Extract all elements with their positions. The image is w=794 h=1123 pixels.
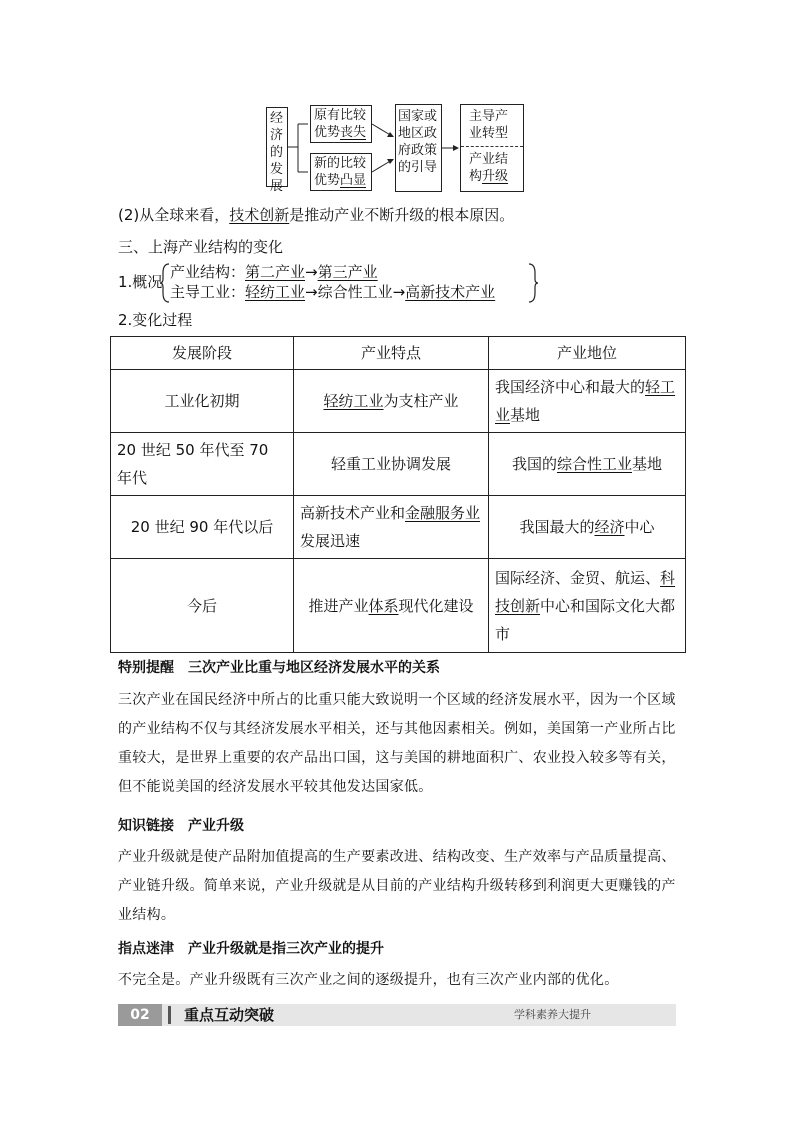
overview-row2 — [170, 281, 495, 303]
cell-stage: 20 世纪 90 年代以后 — [111, 496, 294, 559]
r4-feat-b: 现代化建设 — [398, 596, 474, 615]
r4-feat-a: 推进产业 — [308, 596, 369, 615]
left-label: 经济的发展 — [270, 111, 284, 194]
tip2-body: 产业升级就是使产品附加值提高的生产要素改进、结构改变、生产效率与产品质量提高、产业链升级。简单来说，产业升级就是从目前的产业结构升级转移到利润更大更赚钱的产业结构。 — [118, 849, 676, 923]
tip3-title: 指点迷津 产业升级就是指三次产业的提升 — [118, 941, 384, 957]
r3-feat-a: 高新技术产业和 — [300, 504, 406, 522]
overview-label: 1.概况 — [118, 273, 163, 291]
r3-pos-b: 中心 — [624, 518, 655, 536]
table-row — [111, 433, 686, 496]
row1-a: 第二产业 — [245, 263, 306, 281]
r1-pos-a: 我国经济中心和最大的 — [495, 378, 646, 396]
overview-row1 — [170, 261, 378, 283]
r4-pos-u: 科技创新 — [495, 568, 676, 615]
cell-stage: 今后 — [111, 559, 294, 653]
table-row — [111, 496, 686, 559]
th-position: 产业地位 — [489, 337, 686, 370]
section-divider — [168, 1006, 171, 1024]
left-brace-icon — [160, 263, 170, 303]
cell-position — [489, 370, 686, 433]
right-top: 主导产业转型 — [469, 109, 509, 141]
section-title: 重点互动突破 — [184, 1006, 275, 1024]
table-row — [111, 370, 686, 433]
section-bar — [118, 1004, 676, 1026]
process-title: 2.变化过程 — [118, 311, 193, 329]
r3-pos-u: 经济 — [594, 518, 625, 536]
r3-pos-a: 我国最大的 — [519, 518, 595, 536]
box2-prefix: 新的比较优势 — [314, 156, 367, 188]
tip2-title: 知识链接 产业升级 — [118, 818, 244, 834]
r4-pos-a: 国际经济、金贸、航运、 — [495, 568, 661, 587]
tip1-body: 三次产业在国民经济中所占的比重只能大致说明一个区域的经济发展水平，因为一个区域的产业结构不仅与其经济发展水平相关，还与其他因素相关。例如，美国第一产业所占比重较大，是世界上重要的农产品出口国，这与美国的耕地面积广、农业投入较多等有关，但不能说美国的经济发展水平较其他发达国家低。 — [118, 692, 676, 795]
th-stage: 发展阶段 — [111, 337, 294, 370]
th-feature: 产业特点 — [294, 337, 489, 370]
section-subtitle: 学科素养大提升 — [514, 1008, 591, 1021]
row2-a: 轻纺工业 — [245, 283, 306, 301]
change-table — [110, 336, 686, 653]
cell-position — [489, 433, 686, 496]
right-bottom-u: 升级 — [482, 169, 509, 184]
row1-prefix: 产业结构： — [170, 263, 246, 281]
row1-arrow: → — [305, 263, 318, 281]
r2-pos-a: 我国的 — [511, 455, 557, 473]
r1-feat-u: 轻纺工业 — [323, 392, 384, 410]
section-number: 02 — [118, 1004, 162, 1026]
cell-feature — [294, 559, 489, 653]
r4-pos-b: 中心和国际文化大都市 — [495, 596, 676, 643]
box2-u: 凸显 — [340, 173, 367, 188]
cell-feature — [294, 370, 489, 433]
row2-arrow: →综合性工业→ — [305, 283, 406, 301]
right-bottom-prefix: 产业结构 — [469, 152, 509, 184]
r3-feat-u: 金融服务业 — [405, 504, 481, 522]
r2-pos-u: 综合性工业 — [556, 455, 632, 473]
cell-stage: 20 世纪 50 年代至 70 年代 — [111, 433, 294, 496]
r4-feat-u: 体系 — [368, 596, 399, 615]
global-line — [118, 204, 514, 226]
table-header-row — [111, 337, 686, 370]
box1-prefix: 原有比较优势 — [314, 108, 367, 140]
diagram-arrows — [0, 0, 794, 200]
middle-text: 国家或地区政府政策的引导 — [398, 109, 438, 175]
cell-feature: 轻重工业协调发展 — [294, 433, 489, 496]
r1-pos-b: 基地 — [510, 406, 541, 424]
r3-feat-b: 发展迅速 — [300, 532, 361, 550]
cell-position — [489, 559, 686, 653]
cell-position — [489, 496, 686, 559]
r1-pos-u: 轻工业 — [495, 378, 676, 424]
line2-suffix: 是推动产业不断升级的根本原因。 — [289, 206, 515, 224]
row1-b: 第三产业 — [317, 263, 378, 281]
row2-prefix: 主导工业： — [170, 283, 246, 301]
r1-feat-rest: 为支柱产业 — [383, 392, 459, 410]
box1-u: 丧失 — [340, 125, 367, 140]
line2-prefix: (2)从全球来看， — [118, 206, 230, 224]
cell-feature — [294, 496, 489, 559]
section-heading: 三、上海产业结构的变化 — [118, 238, 284, 256]
tip3-body: 不完全是。产业升级既有三次产业之间的逐级提升，也有三次产业内部的优化。 — [118, 972, 619, 988]
right-brace-icon — [528, 263, 538, 303]
table-row — [111, 559, 686, 653]
r2-pos-b: 基地 — [632, 455, 663, 473]
cell-stage: 工业化初期 — [111, 370, 294, 433]
line2-u: 技术创新 — [229, 206, 290, 224]
row2-b: 高新技术产业 — [405, 283, 496, 301]
tip1-title: 特别提醒 三次产业比重与地区经济发展水平的关系 — [118, 660, 440, 676]
